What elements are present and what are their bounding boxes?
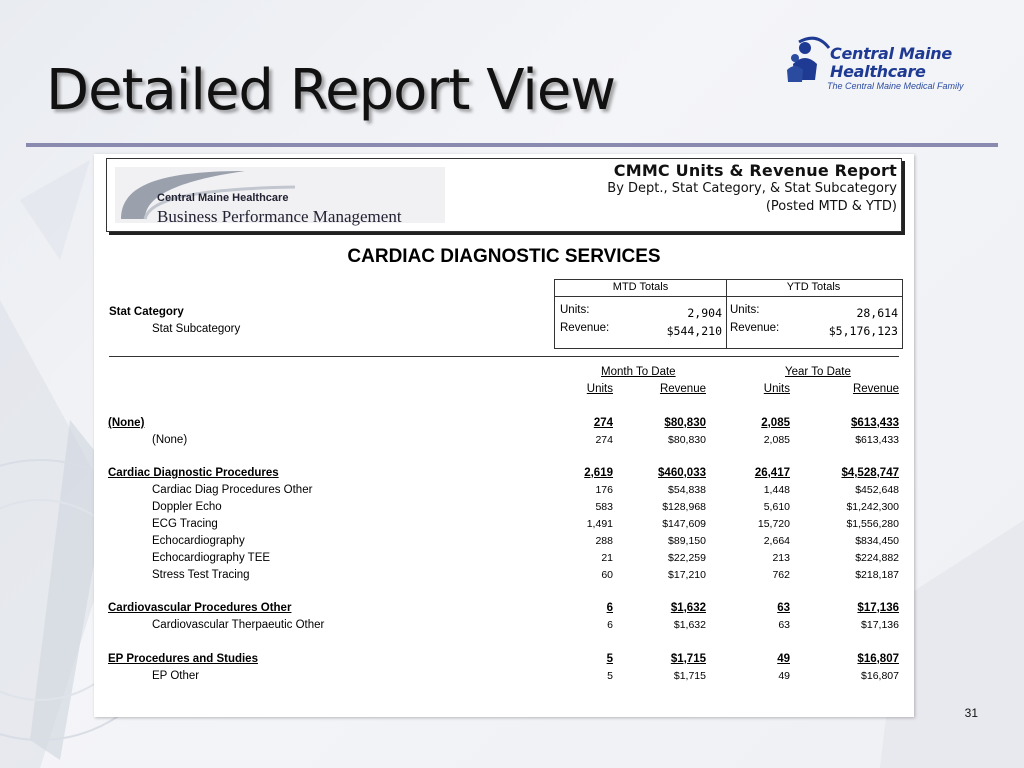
- mtd-units-cell: 583: [595, 501, 613, 513]
- mtd-units-header: Units: [586, 383, 613, 395]
- row-name: EP Procedures and Studies: [108, 653, 258, 665]
- row-name: Cardiovascular Therpaeutic Other: [152, 619, 325, 631]
- ytd-revenue-cell: $613,433: [855, 434, 899, 446]
- category-row: [94, 653, 914, 669]
- department-title: CARDIAC DIAGNOSTIC SERVICES: [347, 246, 661, 267]
- subcategory-row: [94, 552, 914, 568]
- mtd-units-cell: 2,619: [584, 467, 613, 479]
- ytd-revenue-cell: $224,882: [855, 552, 899, 564]
- mtd-revenue-cell: $1,632: [673, 619, 706, 631]
- banner-org: Central Maine Healthcare: [157, 192, 289, 204]
- ytd-units-cell: 49: [777, 653, 790, 665]
- ytd-units-cell: 2,085: [761, 417, 790, 429]
- title-divider: [26, 143, 998, 147]
- mtd-units-cell: 5: [607, 670, 613, 682]
- mtd-revenue-cell: $460,033: [658, 467, 706, 479]
- mtd-revenue-cell: $89,150: [668, 535, 706, 547]
- row-name: (None): [108, 417, 145, 429]
- row-name: Echocardiography TEE: [152, 552, 271, 564]
- mtd-revenue-cell: $80,830: [668, 434, 706, 446]
- ytd-revenue-cell: $1,556,280: [846, 518, 899, 530]
- report-title: CMMC Units & Revenue Report: [613, 161, 897, 180]
- mtd-units-cell: 288: [595, 535, 613, 547]
- ytd-group-header: Year To Date: [785, 366, 851, 378]
- mtd-group-header: Month To Date: [601, 366, 676, 378]
- stat-category-label: Stat Category: [109, 306, 184, 318]
- logo-name-line2: Healthcare: [830, 62, 926, 81]
- row-name: Cardiovascular Procedures Other: [108, 602, 292, 614]
- ytd-revenue-cell: $218,187: [855, 569, 899, 581]
- mtd-units-cell: 274: [595, 434, 613, 446]
- ytd-units-cell: 2,664: [763, 535, 790, 547]
- ytd-units-header: Units: [763, 383, 790, 395]
- mtd-revenue-cell: $80,830: [664, 417, 706, 429]
- mtd-revenue-cell: $1,715: [670, 653, 706, 665]
- row-name: (None): [152, 434, 188, 446]
- ytd-revenue-cell: $834,450: [855, 535, 899, 547]
- mtd-units-value: 2,904: [687, 306, 722, 320]
- mtd-units-cell: 6: [606, 602, 613, 614]
- ytd-units-cell: 63: [778, 619, 790, 631]
- ytd-units-cell: 1,448: [763, 484, 790, 496]
- category-row: [94, 417, 914, 433]
- ytd-units-label: Units:: [730, 304, 760, 316]
- ytd-units-cell: 26,417: [754, 467, 790, 479]
- subcategory-row: [94, 619, 914, 635]
- mtd-revenue-cell: $147,609: [662, 518, 706, 530]
- category-row: [94, 602, 914, 618]
- subcategory-row: [94, 535, 914, 551]
- ytd-revenue-cell: $16,807: [861, 670, 899, 682]
- brand-logo: [785, 34, 995, 96]
- mtd-revenue-cell: $22,259: [668, 552, 706, 564]
- row-name: ECG Tracing: [152, 518, 218, 530]
- row-name: Echocardiography: [152, 535, 245, 547]
- ytd-revenue-cell: $17,136: [857, 602, 899, 614]
- ytd-revenue-cell: $16,807: [857, 653, 899, 665]
- page-number: 31: [964, 706, 978, 720]
- ytd-revenue-cell: $452,648: [855, 484, 899, 496]
- ytd-revenue-cell: $4,528,747: [841, 467, 899, 479]
- ytd-units-value: 28,614: [856, 306, 898, 320]
- ytd-units-cell: 63: [777, 602, 790, 614]
- logo-name-line1: Central Maine: [830, 44, 952, 63]
- logo-tagline: The Central Maine Medical Family: [827, 81, 964, 91]
- ytd-units-cell: 762: [772, 569, 790, 581]
- mtd-units-cell: 5: [606, 653, 613, 665]
- report-title-block: [607, 161, 897, 216]
- row-name: EP Other: [152, 670, 200, 682]
- mtd-units-cell: 60: [601, 569, 613, 581]
- mtd-revenue-label: Revenue:: [560, 322, 610, 334]
- report-header: [106, 158, 902, 232]
- subcategory-row: [94, 569, 914, 585]
- mtd-totals-header: MTD Totals: [555, 280, 726, 297]
- ytd-totals-header: YTD Totals: [725, 280, 902, 297]
- ytd-revenue-cell: $1,242,300: [846, 501, 899, 513]
- row-name: Doppler Echo: [152, 501, 222, 513]
- ytd-units-cell: 49: [778, 670, 790, 682]
- report-image: [94, 154, 914, 717]
- mtd-revenue-header: Revenue: [659, 383, 706, 395]
- mtd-revenue-cell: $1,715: [673, 670, 706, 682]
- mtd-units-cell: 176: [595, 484, 613, 496]
- mtd-revenue-cell: $128,968: [662, 501, 706, 513]
- mtd-revenue-cell: $17,210: [668, 569, 706, 581]
- section-separator: [109, 356, 899, 357]
- category-row: [94, 467, 914, 483]
- row-name: Cardiac Diag Procedures Other: [152, 484, 313, 496]
- subcategory-row: [94, 484, 914, 500]
- report-period: (Posted MTD & YTD): [765, 199, 897, 214]
- ytd-units-cell: 213: [772, 552, 790, 564]
- ytd-revenue-label: Revenue:: [730, 322, 780, 334]
- slide-title: Detailed Report View: [46, 58, 616, 123]
- mtd-units-cell: 21: [601, 552, 613, 564]
- stat-subcategory-label: Stat Subcategory: [152, 323, 241, 335]
- subcategory-row: [94, 434, 914, 450]
- ytd-units-cell: 5,610: [763, 501, 790, 513]
- bpm-banner: [115, 167, 445, 226]
- subcategory-row: [94, 501, 914, 517]
- row-name: Stress Test Tracing: [152, 569, 250, 581]
- mtd-units-cell: 6: [607, 619, 613, 631]
- banner-product: Business Performance Management: [157, 207, 402, 226]
- ytd-units-cell: 2,085: [763, 434, 790, 446]
- mtd-revenue-value: $544,210: [666, 324, 722, 338]
- report-subtitle: By Dept., Stat Category, & Stat Subcategory: [607, 181, 897, 196]
- mtd-revenue-cell: $1,632: [670, 602, 706, 614]
- ytd-revenue-value: $5,176,123: [828, 324, 898, 338]
- ytd-units-cell: 15,720: [757, 518, 790, 530]
- ytd-revenue-cell: $613,433: [851, 417, 899, 429]
- ytd-revenue-cell: $17,136: [861, 619, 899, 631]
- mtd-units-cell: 274: [593, 417, 613, 429]
- row-name: Cardiac Diagnostic Procedures: [108, 467, 279, 479]
- mtd-revenue-cell: $54,838: [668, 484, 706, 496]
- people-logo-icon: [785, 34, 833, 92]
- ytd-revenue-header: Revenue: [852, 383, 899, 395]
- ytd-totals-box: [725, 279, 903, 349]
- subcategory-row: [94, 670, 914, 686]
- mtd-units-label: Units:: [560, 304, 590, 316]
- mtd-units-cell: 1,491: [586, 518, 613, 530]
- mtd-totals-box: [554, 279, 727, 349]
- subcategory-row: [94, 518, 914, 534]
